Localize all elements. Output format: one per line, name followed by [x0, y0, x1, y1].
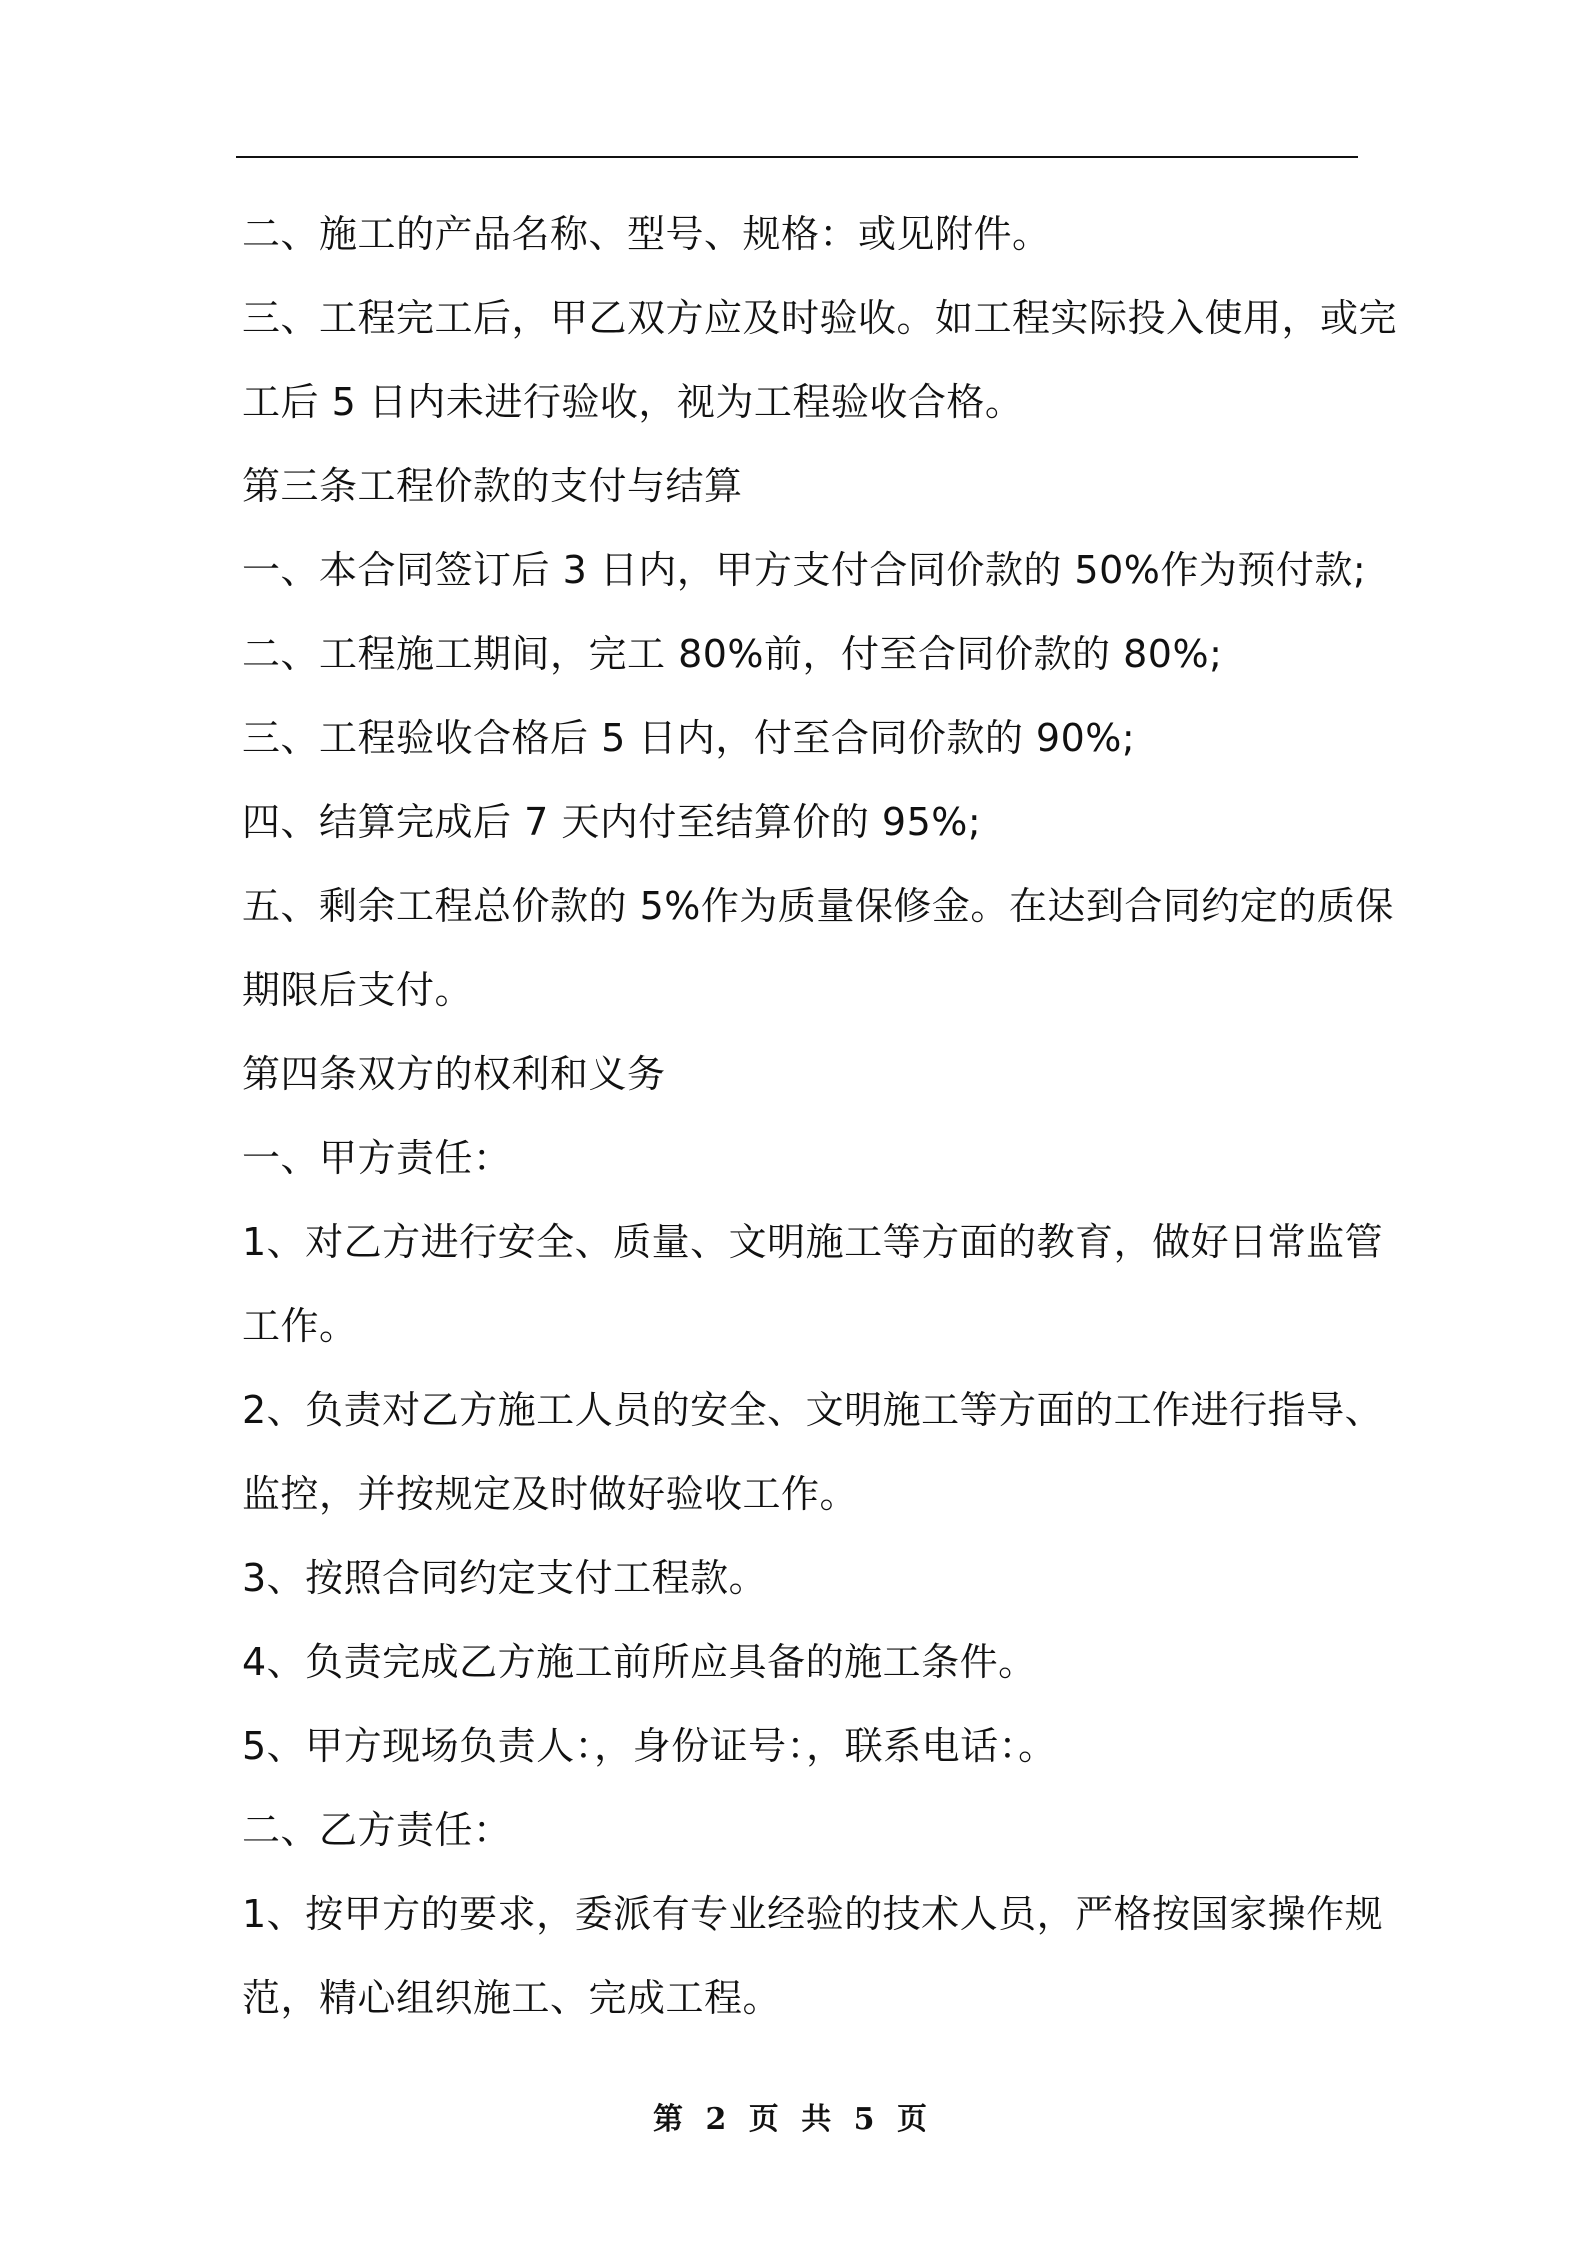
- document-body: [242, 192, 1398, 2040]
- page-number-footer: 第 2 页 共 5 页: [653, 2102, 933, 2137]
- text-line: 1、按甲方的要求，委派有专业经验的技术人员，严格按国家操作规: [242, 1892, 1384, 1936]
- text-line: 五、剩余工程总价款的 5%作为质量保修金。在达到合同约定的质保: [242, 884, 1394, 928]
- header-rule: [236, 156, 1358, 158]
- text-line: 4、负责完成乙方施工前所应具备的施工条件。: [242, 1640, 1037, 1684]
- text-line: 期限后支付。: [242, 968, 474, 1012]
- text-line: 二、工程施工期间，完工 80%前，付至合同价款的 80%;: [242, 632, 1223, 676]
- text-line: 1、对乙方进行安全、质量、文明施工等方面的教育，做好日常监管: [242, 1220, 1384, 1264]
- text-line: 二、施工的产品名称、型号、规格：或见附件。: [242, 212, 1051, 256]
- text-line: 监控，并按规定及时做好验收工作。: [242, 1472, 859, 1516]
- text-line: 四、结算完成后 7 天内付至结算价的 95%;: [242, 800, 982, 844]
- section-heading: 第三条工程价款的支付与结算: [242, 464, 743, 508]
- text-line: 5、甲方现场负责人：，身份证号：，联系电话：。: [242, 1724, 1057, 1768]
- text-line: 2、负责对乙方施工人员的安全、文明施工等方面的工作进行指导、: [242, 1388, 1384, 1432]
- text-line: 工作。: [242, 1304, 358, 1348]
- text-line: 一、本合同签订后 3 日内，甲方支付合同价款的 50%作为预付款;: [242, 548, 1367, 592]
- text-line: 3、按照合同约定支付工程款。: [242, 1556, 768, 1600]
- text-line: 三、工程验收合格后 5 日内，付至合同价款的 90%;: [242, 716, 1136, 760]
- text-line: 范，精心组织施工、完成工程。: [242, 1976, 782, 2020]
- text-line: 三、工程完工后，甲乙双方应及时验收。如工程实际投入使用，或完: [242, 296, 1398, 340]
- text-line: 二、乙方责任：: [242, 1808, 512, 1852]
- section-heading: 第四条双方的权利和义务: [242, 1052, 666, 1096]
- text-line: 工后 5 日内未进行验收，视为工程验收合格。: [242, 380, 1024, 424]
- text-line: 一、甲方责任：: [242, 1136, 512, 1180]
